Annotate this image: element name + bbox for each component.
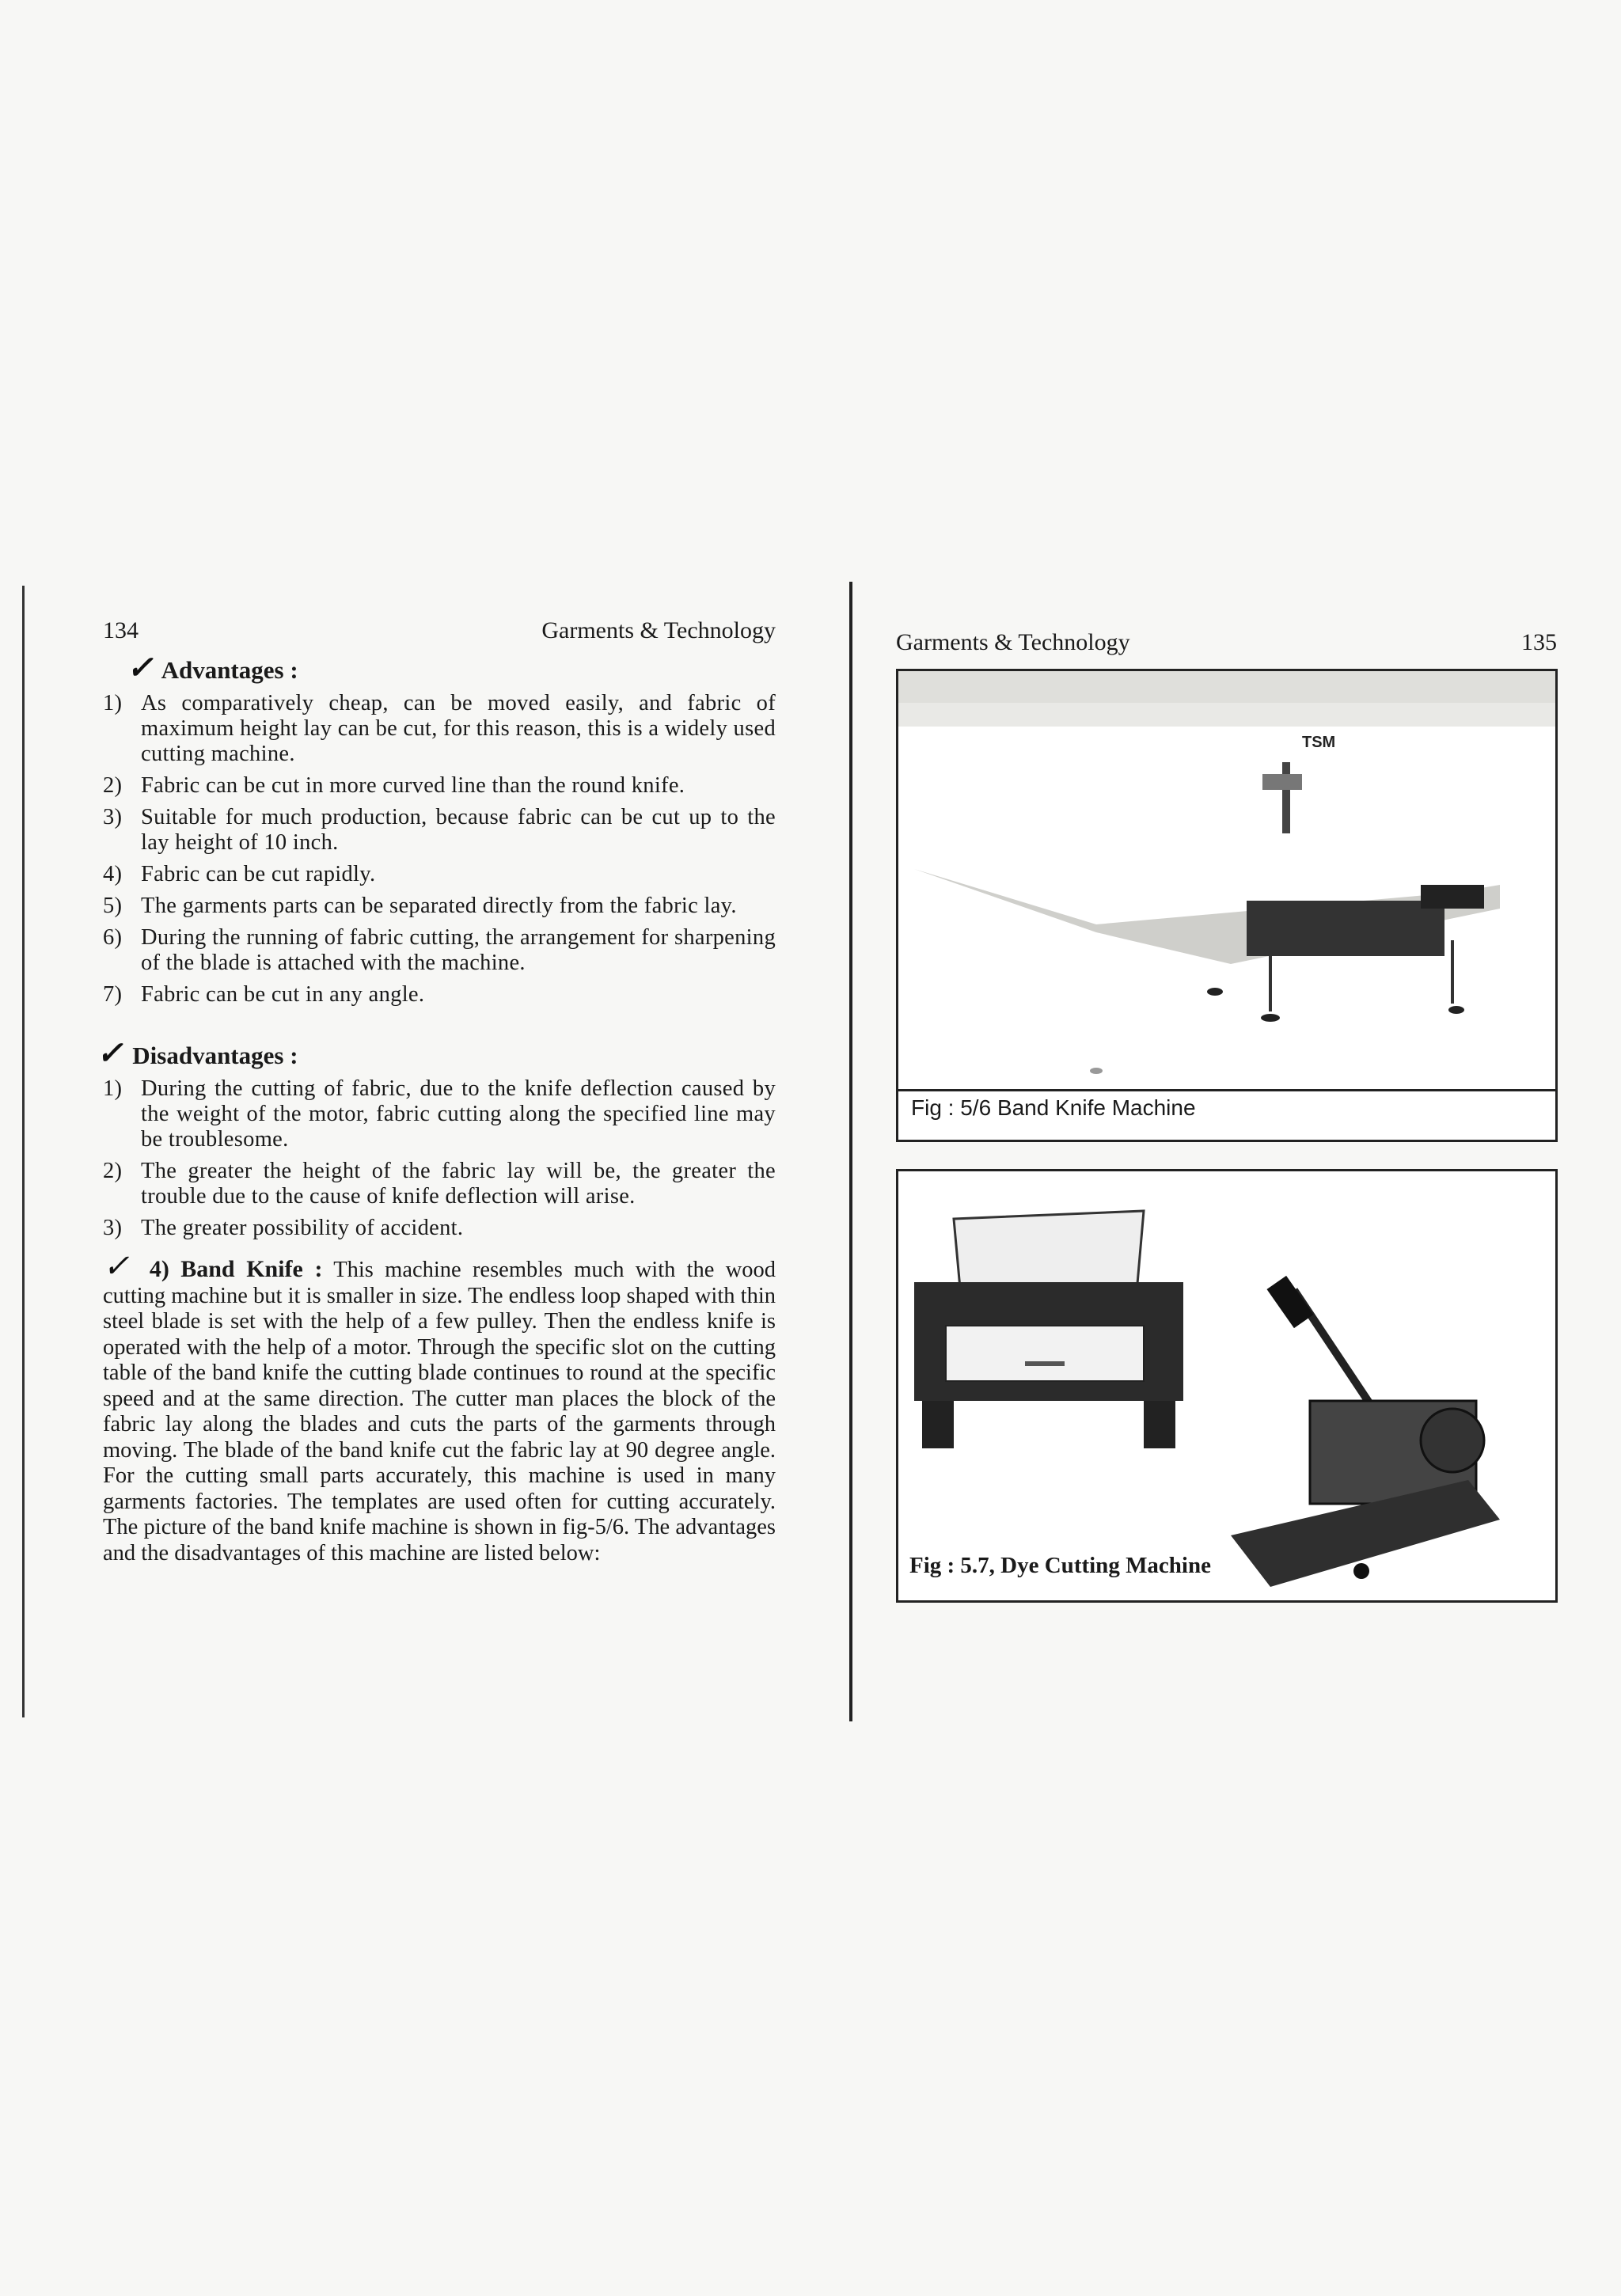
advantage-item [103,805,776,856]
item-number: 6) [103,925,123,950]
item-number: 1) [103,691,123,715]
item-text: Fabric can be cut in more curved line than the round knife. [141,773,685,798]
figure-band-knife [896,669,1558,1142]
running-title-left: Garments & Technology [541,617,776,643]
item-text: Suitable for much production, because fabric can be cut up to the lay height of 10 inch. [141,805,776,855]
item-number: 2) [103,773,123,798]
advantages-heading: ✓ Advantages : [127,650,298,685]
advantages-list [103,691,776,1008]
item-number: 3) [103,1216,123,1240]
item-text: During the running of fabric cutting, the arrangement for sharpening of the blade is attached with the machine. [141,925,776,975]
advantage-item [103,894,776,919]
band-knife-text: This machine resembles much with the wood cutting machine but it is smaller in size. The endless loop shaped with thin steel blade is set with the help of a few pulley. Then the endless knife is operated with the help of a motor. Through the specific slot on the cutting table of the band knife the cutting blade continues to round at the specific speed and at the same direction. The cutter man places the block of the fabric lay along the blades and cuts the parts of the garments through moving. The blade of the band knife cut the fabric lay at 90 degree angle. For the cutting small parts accurately, this machine is used in many garments factories. The templates are used often for cutting accurately. The picture of the band knife machine is shown in fig-5/6. The advantages and the disadvantages of this machine are listed below: [103,1258,776,1565]
figure-dye-cutting [896,1169,1558,1603]
item-number: 7) [103,982,123,1007]
right-running-head [896,629,1557,656]
checkmark-icon: ✓ [127,650,154,685]
tsm-logo: TSM [1302,734,1336,751]
item-number: 2) [103,1159,123,1183]
item-text: Fabric can be cut in any angle. [141,982,425,1007]
disadvantages-heading: ✓ Disadvantages : [97,1035,298,1071]
dye-cutting-machine-image [898,1171,1555,1600]
band-knife-paragraph [103,1248,776,1566]
disadvantage-item [103,1159,776,1209]
item-text: Fabric can be cut rapidly. [141,862,376,886]
advantage-item [103,691,776,767]
figure-caption-dye-cutting: Fig : 5.7, Dye Cutting Machine [909,1553,1211,1578]
advantage-item [103,925,776,976]
advantage-item [103,982,776,1008]
left-running-head [103,617,776,644]
item-text: The garments parts can be separated directly from the fabric lay. [141,894,737,918]
advantage-item [103,862,776,887]
page-edge-line [22,586,25,1717]
running-title-right: Garments & Technology [896,629,1130,655]
item-number: 4) [103,862,123,886]
band-knife-machine-image [898,671,1555,1091]
disadvantage-item [103,1216,776,1241]
checkmark-icon: ✓ [103,1248,135,1284]
right-page [896,629,1557,1603]
band-knife-number: 4) [149,1256,169,1282]
advantage-item [103,773,776,799]
book-spine [849,582,852,1721]
band-knife-title: Band Knife : [180,1256,323,1282]
disadvantage-item [103,1076,776,1152]
left-page [97,617,776,1566]
figure-caption-band-knife: Fig : 5/6 Band Knife Machine [911,1095,1196,1120]
item-text: As comparatively cheap, can be moved easily, and fabric of maximum height lay can be cut, for this reason, this is a widely used cutting machine. [141,691,776,766]
item-number: 3) [103,805,123,829]
item-text: The greater possibility of accident. [141,1216,464,1240]
item-text: During the cutting of fabric, due to the knife deflection caused by the weight of the motor, fabric cutting along the specified line may be troublesome. [141,1076,776,1152]
item-number: 5) [103,894,123,918]
checkmark-icon: ✓ [97,1035,123,1071]
item-number: 1) [103,1076,123,1101]
page-number-right: 135 [1521,629,1557,655]
page-number-left: 134 [103,617,139,643]
disadvantages-list [103,1076,776,1241]
item-text: The greater the height of the fabric lay will be, the greater the trouble due to the cause of knife deflection will arise. [141,1159,776,1209]
